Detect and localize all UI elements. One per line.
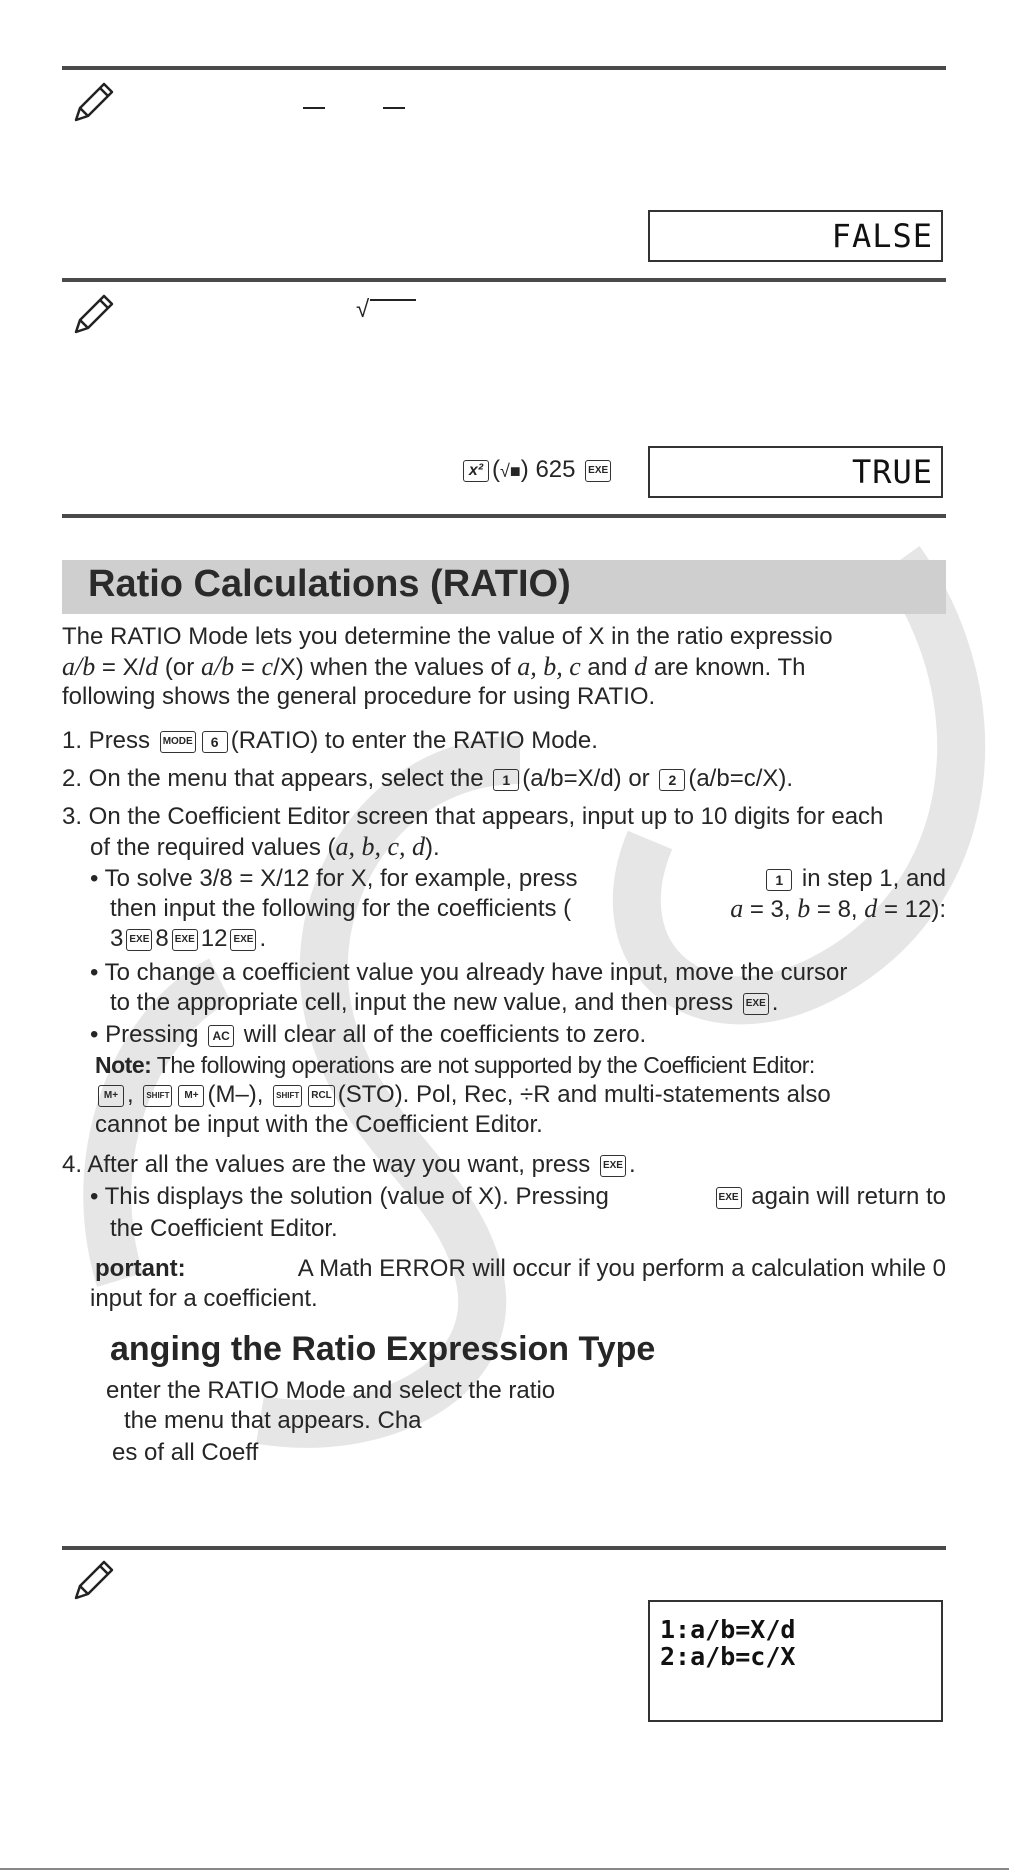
bullet-2-line-2 bbox=[110, 988, 778, 1018]
divider-rule bbox=[62, 514, 946, 518]
divider-rule bbox=[62, 278, 946, 282]
step-3-line-1: 3. On the Coefficient Editor screen that appears, input up to 10 digits for each bbox=[62, 803, 884, 830]
text: /X) when the values of bbox=[273, 654, 518, 681]
bullet-4-line-1 bbox=[90, 1182, 946, 1212]
bullet-1-line-1 bbox=[90, 864, 946, 894]
sqrt-mark: √ bbox=[356, 296, 370, 323]
text: = 3, bbox=[743, 896, 798, 923]
ac-key[interactable]: AC bbox=[208, 1025, 234, 1047]
text: (M–), bbox=[207, 1081, 264, 1108]
bullet-3 bbox=[90, 1020, 646, 1050]
text: = bbox=[234, 654, 262, 681]
text: , bbox=[127, 1081, 134, 1108]
step-text: (a/b=X/d) or bbox=[522, 765, 650, 792]
text: will clear all of the coefficients to zero. bbox=[243, 1021, 647, 1048]
step-2 bbox=[62, 764, 793, 794]
text: ). bbox=[425, 834, 440, 861]
var-d: d bbox=[145, 652, 159, 681]
divider-rule bbox=[62, 66, 946, 70]
exe-key[interactable]: EXE bbox=[585, 460, 611, 482]
digit: 12 bbox=[200, 925, 228, 952]
exe-key[interactable]: EXE bbox=[716, 1187, 742, 1209]
var-b: b bbox=[797, 894, 811, 923]
six-key[interactable]: 6 bbox=[202, 731, 228, 753]
two-key[interactable]: 2 bbox=[659, 769, 685, 791]
text: = 12): bbox=[877, 896, 946, 923]
exe-key[interactable]: EXE bbox=[126, 929, 152, 951]
shift-key[interactable]: SHIFT bbox=[143, 1085, 172, 1107]
text: again will return to bbox=[751, 1183, 946, 1210]
text: = 8, bbox=[810, 896, 865, 923]
m-plus-key[interactable]: M+ bbox=[178, 1085, 204, 1107]
pencil-icon bbox=[70, 80, 116, 126]
bullet-4-line-2: the Coefficient Editor. bbox=[110, 1215, 338, 1242]
sub-line-1: enter the RATIO Mode and select the ratio bbox=[106, 1377, 556, 1404]
var-d: d bbox=[634, 652, 648, 681]
rcl-key[interactable]: RCL bbox=[308, 1085, 335, 1107]
text: • To solve 3/8 = X/12 for X, for example, press bbox=[90, 865, 578, 892]
exe-key[interactable]: EXE bbox=[172, 929, 198, 951]
exe-key[interactable]: EXE bbox=[600, 1155, 626, 1177]
key-sequence bbox=[460, 455, 614, 486]
text: are known. Th bbox=[647, 654, 806, 681]
paren-open: ( bbox=[492, 456, 500, 483]
vars: a, b, c, d bbox=[335, 832, 426, 861]
divider-rule bbox=[62, 1546, 946, 1550]
mode-key[interactable]: MODE bbox=[160, 731, 196, 753]
display-text: TRUE bbox=[851, 453, 933, 491]
vars-abc: a, b, c bbox=[517, 652, 581, 681]
text: to the appropriate cell, input the new value, and then press bbox=[110, 989, 734, 1016]
note-line-3: cannot be input with the Coefficient Editor. bbox=[95, 1111, 543, 1138]
text: The following operations are not supported by the Coefficient Editor: bbox=[156, 1052, 815, 1078]
text: (or bbox=[158, 654, 201, 681]
text: of the required values ( bbox=[90, 834, 336, 861]
sub-line-2: the menu that appears. Cha bbox=[124, 1407, 422, 1434]
x-squared-key[interactable]: x² bbox=[463, 460, 489, 482]
step-1 bbox=[62, 726, 598, 756]
text: • Pressing bbox=[90, 1021, 199, 1048]
var-ab: a/b bbox=[62, 652, 96, 681]
one-key[interactable]: 1 bbox=[766, 869, 792, 891]
overline-mark bbox=[383, 107, 405, 109]
calculator-menu-display bbox=[648, 1600, 943, 1722]
var-a: a bbox=[730, 894, 744, 923]
important-label: portant: bbox=[95, 1255, 186, 1282]
step-text: 2. On the menu that appears, select the bbox=[62, 765, 484, 792]
display-text: FALSE bbox=[831, 217, 933, 255]
calculator-display bbox=[648, 210, 943, 262]
note-line-2 bbox=[95, 1080, 831, 1110]
number-625: 625 bbox=[535, 456, 576, 483]
step-3-line-2 bbox=[90, 832, 440, 863]
text: . bbox=[771, 989, 779, 1016]
text: 4. After all the values are the way you want, press bbox=[62, 1151, 591, 1178]
pencil-icon bbox=[70, 292, 116, 338]
overline-mark bbox=[370, 299, 416, 301]
step-text: (RATIO) to enter the RATIO Mode. bbox=[230, 727, 598, 754]
digit: 3 bbox=[110, 925, 124, 952]
text: . bbox=[628, 1151, 636, 1178]
step-4 bbox=[62, 1150, 636, 1180]
intro-line-3: following shows the general procedure for using RATIO. bbox=[62, 683, 656, 710]
digit: 8 bbox=[155, 925, 169, 952]
note-line-1 bbox=[95, 1050, 815, 1080]
var-ab: a/b bbox=[200, 652, 235, 681]
bullet-2-line-1: • To change a coefficient value you already have input, move the cursor bbox=[90, 959, 848, 986]
important-line-1 bbox=[95, 1254, 946, 1284]
period: . bbox=[259, 925, 267, 952]
intro-line-1: The RATIO Mode lets you determine the value of X in the ratio expressio bbox=[62, 623, 833, 650]
intro-line-2 bbox=[62, 652, 805, 683]
text: in step 1, and bbox=[801, 865, 946, 892]
overline-mark bbox=[303, 107, 325, 109]
note-label: Note: bbox=[95, 1052, 152, 1078]
one-key[interactable]: 1 bbox=[493, 769, 519, 791]
sqrt-key-label: √■ bbox=[500, 461, 521, 481]
text: • This displays the solution (value of X). Pressing bbox=[90, 1183, 609, 1210]
m-plus-key[interactable]: M+ bbox=[98, 1085, 124, 1107]
sub-line-3: es of all Coeff bbox=[112, 1439, 259, 1466]
bullet-1-line-3 bbox=[110, 924, 266, 954]
subsection-title: anging the Ratio Expression Type bbox=[110, 1330, 656, 1368]
bullet-1-line-2 bbox=[110, 894, 946, 925]
important-line-2: input for a coefficient. bbox=[90, 1285, 318, 1312]
exe-key[interactable]: EXE bbox=[230, 929, 256, 951]
shift-key[interactable]: SHIFT bbox=[273, 1085, 302, 1107]
menu-option-2: 2:a/b=c/X bbox=[660, 1642, 796, 1671]
text: and bbox=[580, 654, 635, 681]
var-d: d bbox=[864, 894, 878, 923]
calculator-display bbox=[648, 446, 943, 498]
step-text: (a/b=c/X). bbox=[688, 765, 794, 792]
text: then input the following for the coefficients ( bbox=[110, 895, 572, 922]
page-bottom-edge bbox=[0, 1868, 1009, 1870]
text: A Math ERROR will occur if you perform a calculation while 0 bbox=[297, 1255, 946, 1282]
var-c: c bbox=[261, 652, 274, 681]
pencil-icon bbox=[70, 1558, 116, 1604]
menu-option-1: 1:a/b=X/d bbox=[660, 1615, 796, 1644]
step-text: 1. Press bbox=[62, 727, 151, 754]
exe-key[interactable]: EXE bbox=[743, 993, 769, 1015]
section-title: Ratio Calculations (RATIO) bbox=[88, 563, 571, 605]
text: (STO). Pol, Rec, ÷R and multi-statements also bbox=[337, 1081, 831, 1108]
paren-close: ) bbox=[520, 456, 529, 483]
text: = X/ bbox=[95, 654, 146, 681]
